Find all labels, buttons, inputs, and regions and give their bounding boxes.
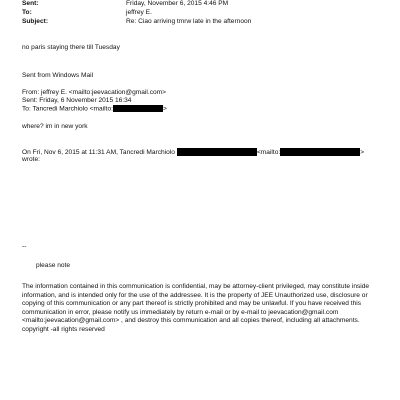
sent-label: Sent: [22, 0, 39, 7]
to-value: jeffrey E. [126, 9, 152, 16]
redaction-bar [280, 148, 360, 156]
subject-value: Re: Ciao arriving tmrw late in the afternoon [126, 18, 252, 25]
signature: Sent from Windows Mail [22, 72, 94, 79]
quoted-to-line [22, 105, 167, 114]
separator-dashes: -- [22, 243, 27, 250]
reply-message: no paris staying there till Tuesday [22, 44, 120, 51]
quoted-from: From: jeffrey E. <mailto:jeevacation@gmail.com> [22, 89, 166, 96]
quoted-on-mailto: <mailto: [256, 148, 281, 156]
quoted-to-prefix: To: Tancredi Marchiolo <mailto: [22, 105, 113, 113]
quoted-sent: Sent: Friday, 6 November 2015 16:34 [22, 97, 132, 104]
to-label: To: [22, 9, 32, 16]
sent-value: Friday, November 6, 2015 4:46 PM [126, 0, 229, 7]
redaction-bar [177, 148, 257, 156]
subject-label: Subject: [22, 18, 49, 25]
please-note: please note [36, 262, 71, 269]
disclaimer: The information contained in this communication is confidential, may be attorney-client privileged, may constitute inside information, and is intended only for the use of the addressee. It is the property of JEE Unauthorized use, disclosure or copying of this communication or any part thereof is strictly prohibited and may be unlawful. If you have received this communication in error, please notify us immediately by return e-mail or by e-mail to jeevacation@gmail.com <mailto:jeevacation@gmail.com> , and destroy this communication and all copies thereof, including all attachments. copyright -all rights reserved [22, 283, 370, 333]
quoted-to-suffix: > [162, 105, 167, 113]
quoted-on-suffix: > [360, 148, 365, 156]
quoted-wrote: wrote: [22, 156, 40, 163]
redaction-bar [113, 105, 163, 112]
quoted-message: where? im in new york [22, 123, 88, 130]
quoted-on-prefix: On Fri, Nov 6, 2015 at 11:31 AM, Tancredi Marchiolo [22, 148, 175, 156]
quoted-on-line [22, 148, 364, 157]
